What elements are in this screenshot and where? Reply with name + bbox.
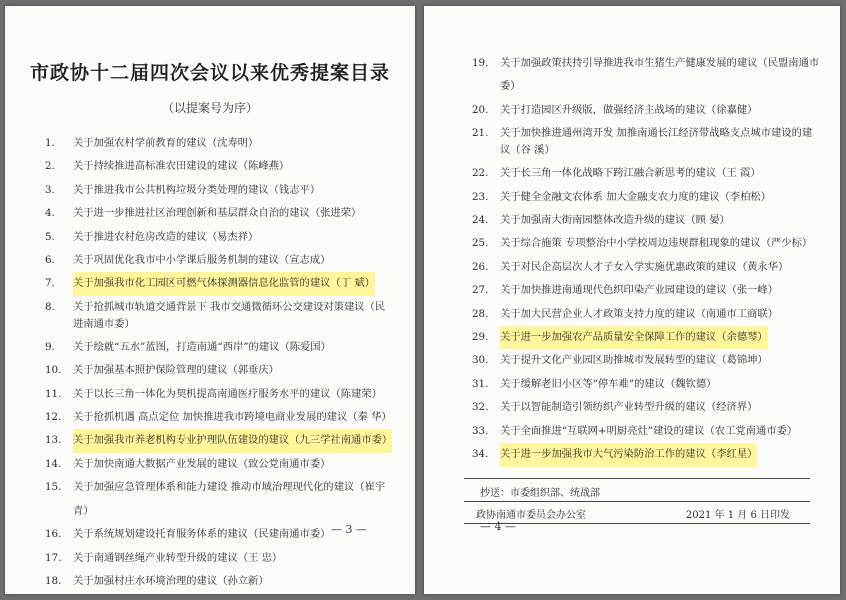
item-number: 21. — [472, 127, 489, 140]
item-number: 10. — [45, 364, 62, 377]
item-number: 5. — [45, 230, 55, 243]
proposal-list-right — [472, 52, 822, 467]
list-item — [45, 155, 395, 178]
item-number: 30. — [472, 354, 489, 367]
list-item — [472, 373, 822, 396]
list-item — [45, 406, 395, 429]
item-text: 关于以长三角一体化为契机提高南通医疗服务水平的建议（陈建荣） — [73, 387, 382, 400]
item-number: 12. — [45, 411, 62, 424]
item-number: 7. — [45, 277, 55, 290]
item-text: 关于加强应急管理体系和能力建设 推动市域治理现代化的建议（崔宇青） — [73, 481, 386, 517]
item-text: 关于健全金融文农体系 加大金融支农力度的建议（李柏松） — [500, 190, 771, 203]
page-right — [424, 6, 840, 594]
page-left — [5, 6, 415, 594]
item-number: 13. — [45, 434, 62, 447]
list-item — [472, 232, 822, 255]
item-number: 25. — [472, 237, 489, 250]
list-item — [472, 443, 822, 466]
item-number: 24. — [472, 214, 489, 227]
item-number: 18. — [45, 574, 62, 587]
list-item — [45, 383, 395, 406]
item-number: 26. — [472, 260, 489, 273]
item-text: 关于加强村庄水环境治理的建议（孙立新） — [73, 574, 269, 587]
item-number: 14. — [45, 457, 62, 470]
page-title: 市政协十二届四次会议以来优秀提案目录 — [29, 62, 390, 84]
document-footer — [464, 478, 810, 521]
list-item — [45, 132, 395, 155]
item-text: 关于加大民营企业人才政策支持力度的建议（南通市工商联） — [500, 307, 779, 320]
item-number: 27. — [472, 284, 489, 297]
item-number: 15. — [45, 481, 62, 494]
item-number: 4. — [45, 207, 55, 220]
list-item — [45, 429, 395, 452]
list-item — [45, 226, 395, 249]
item-number: 19. — [472, 57, 489, 69]
list-item — [45, 476, 395, 523]
list-item — [45, 453, 395, 476]
page-number: — 4 — — [480, 520, 516, 533]
issuer: 政协南通市委员会办公室 — [476, 510, 586, 521]
list-item — [45, 359, 395, 382]
item-text: 关于对民企高层次人才子女入学实施优惠政策的建议（黄永华） — [500, 260, 789, 273]
item-text: 关于抢抓机遇 高点定位 加快推进我市跨境电商业发展的建议（秦 华） — [73, 411, 392, 424]
item-text: 关于加强南大街南园整体改造升级的建议（顾 晏） — [500, 214, 730, 227]
item-number: 22. — [472, 167, 489, 180]
list-item — [472, 122, 822, 162]
item-number: 29. — [472, 331, 489, 344]
item-text: 关于加快南通大数据产业发展的建议（致公党南通市委） — [73, 457, 331, 470]
list-item — [45, 547, 395, 570]
list-item — [45, 336, 395, 359]
item-number: 2. — [45, 160, 55, 173]
item-number: 17. — [45, 551, 62, 564]
item-text: 关于长三角一体化战略下跨江融合新思考的建议（王 霞） — [500, 167, 761, 180]
item-text: 关于加强政策扶持引导推进我市生猪生产健康发展的建议（民盟南通市委） — [500, 57, 820, 93]
highlighted-item-text: 关于进一步加强我市大气污染防治工作的建议（李红星） — [500, 443, 757, 466]
highlighted-item-text: 关于加强我市化工园区可燃气体探测器信息化监管的建议（丁 斌） — [73, 272, 375, 295]
item-number: 8. — [45, 300, 55, 313]
item-number: 28. — [472, 307, 489, 320]
list-item — [45, 179, 395, 202]
highlighted-item-text: 关于进一步加强农产品质量安全保障工作的建议（余德琴） — [500, 326, 768, 349]
item-text: 关于系统规划建设托育服务体系的建议（民建南通市委） — [73, 528, 331, 541]
item-number: 1. — [45, 137, 55, 149]
item-number: 32. — [472, 401, 489, 414]
item-text: 关于加快推进通州湾开发 加推南通长江经济带战略支点城市建设的建议（谷 溪） — [500, 127, 813, 157]
list-item — [472, 209, 822, 232]
list-item — [472, 303, 822, 326]
item-number: 33. — [472, 424, 489, 437]
item-number: 16. — [45, 528, 62, 541]
item-number: 9. — [45, 340, 55, 353]
item-number: 34. — [472, 448, 489, 461]
list-item — [472, 396, 822, 419]
list-item — [472, 162, 822, 185]
list-item — [472, 326, 822, 349]
item-text: 关于持续推进高标准农田建设的建议（陈峰燕） — [73, 160, 290, 173]
item-text: 关于以智能制造引领纺织产业转型升级的建议（经济界） — [500, 401, 758, 414]
item-text: 关于提升文化产业园区助推城市发展转型的建议（葛锦坤） — [500, 354, 768, 367]
list-item — [472, 52, 822, 99]
item-text: 关于绘就“五水”蓝图，打造南通“西岸”的建议（陈爱国） — [73, 340, 331, 353]
list-item — [472, 99, 822, 122]
item-text: 关于加强农村学前教育的建议（沈寿明） — [73, 137, 259, 149]
page-number: — 3 — — [331, 523, 367, 536]
item-text: 关于巩固优化我市中小学课后服务机制的建议（宣志成） — [73, 254, 331, 267]
footer-divider — [464, 501, 810, 502]
list-item — [472, 279, 822, 302]
item-text: 关于加强基本照护保险管理的建议（郭垂庆） — [73, 364, 279, 377]
item-text: 关于进一步推进社区治理创新和基层群众自治的建议（张进荣） — [73, 207, 362, 220]
item-number: 31. — [472, 377, 489, 390]
list-item — [472, 349, 822, 372]
list-item — [45, 272, 395, 295]
item-number: 20. — [472, 103, 489, 116]
item-text: 关于缓解老旧小区等“停车难”的建议（魏钦德） — [500, 377, 717, 390]
list-item — [45, 570, 395, 593]
item-number: 6. — [45, 254, 55, 267]
highlighted-item-text: 关于加强我市养老机构专业护理队伍建设的建议（九三学社南通市委） — [73, 429, 392, 452]
item-text: 关于抢抓城市轨道交通背景下 我市交通微循环公交建设对策建议（民进南通市委） — [73, 300, 386, 330]
list-item — [472, 420, 822, 443]
list-item — [45, 296, 395, 336]
item-text: 关于推进农村危房改造的建议（易杰祥） — [73, 230, 259, 243]
item-text: 关于加快推进南通现代色织印染产业园建设的建议（张一峰） — [500, 284, 779, 297]
item-text: 关于全面推进“互联网+明厨亮灶”建设的建议（农工党南通市委） — [500, 424, 798, 437]
item-text: 关于南通钢丝绳产业转型升级的建议（王 忠） — [73, 551, 283, 564]
item-text: 关于打造园区升级版，做强经济主战场的建议（徐嘉健） — [500, 103, 758, 116]
issue-date: 2021 年 1 月 6 日印发 — [685, 510, 790, 521]
item-number: 11. — [45, 387, 62, 400]
item-text: 关于推进我市公共机构垃圾分类处理的建议（钱志平） — [73, 183, 321, 196]
list-item — [472, 256, 822, 279]
cc-line: 抄送：市委组织部、统战部 — [480, 488, 600, 499]
page-subtitle: （以提案号为序） — [161, 101, 258, 115]
list-item — [472, 186, 822, 209]
list-item — [45, 249, 395, 272]
list-item — [45, 202, 395, 225]
item-text: 关于综合施策 专项整治中小学校周边违规群租现象的建议（严少标） — [500, 237, 813, 250]
item-number: 3. — [45, 183, 55, 196]
item-number: 23. — [472, 190, 489, 203]
